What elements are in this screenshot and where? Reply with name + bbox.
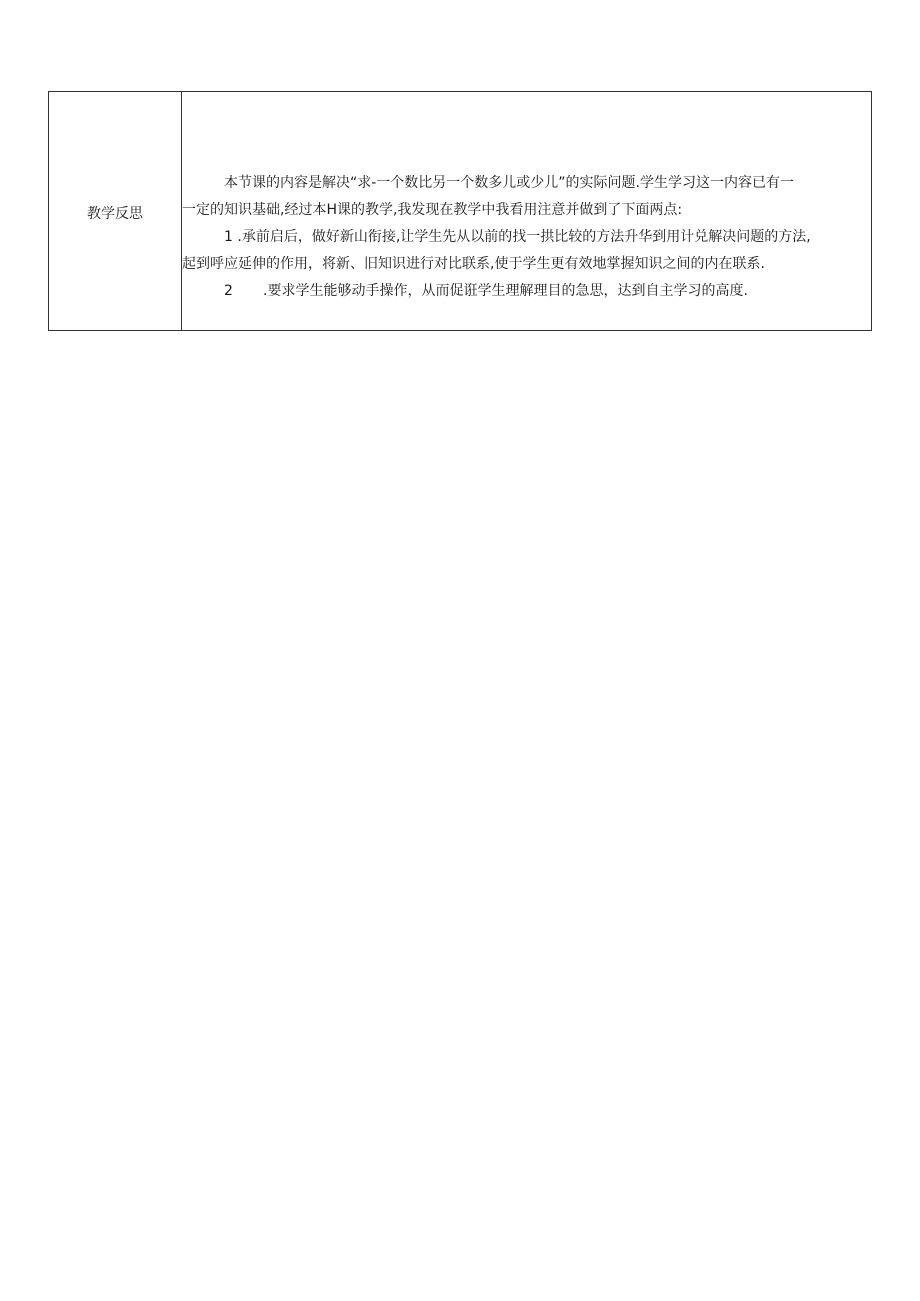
reflection-table: [48, 91, 872, 331]
content-cell: [182, 92, 872, 331]
list-item-2: [182, 278, 871, 305]
paragraph-1-line-1: 本节课的内容是解决“求-一个数比另一个数多儿或少儿”的实际问题.学生学习这一内容已有一: [224, 175, 795, 191]
paragraph-1-line-2: 一定的知识基础,经过本H课的教学,我发现在教学中我看用注意并做到了下面两点:: [182, 202, 683, 218]
list-item-1-text: .承前启后，做好新山衔接,让学生先从以前的找一拱比较的方法升华到用计兑解决问题的方法,: [237, 229, 811, 245]
label-cell: [49, 92, 182, 331]
list-item-1-number: 1: [224, 229, 233, 245]
list-item-2-number: 2: [224, 283, 233, 299]
row-label: 教学反思: [87, 206, 143, 222]
list-item-2-text: .要求学生能够动手操作，从而促诳学生理解理目的急思，达到自主学习的高度.: [263, 283, 748, 299]
list-item-1: [182, 224, 871, 251]
table-row: [49, 92, 872, 331]
list-item-1-continuation: 起到呼应延伸的作用，将新、旧知识进行对比联系,使于学生更有效地掌握知识之间的内在联系.: [182, 256, 765, 272]
reflection-content: [182, 170, 871, 305]
